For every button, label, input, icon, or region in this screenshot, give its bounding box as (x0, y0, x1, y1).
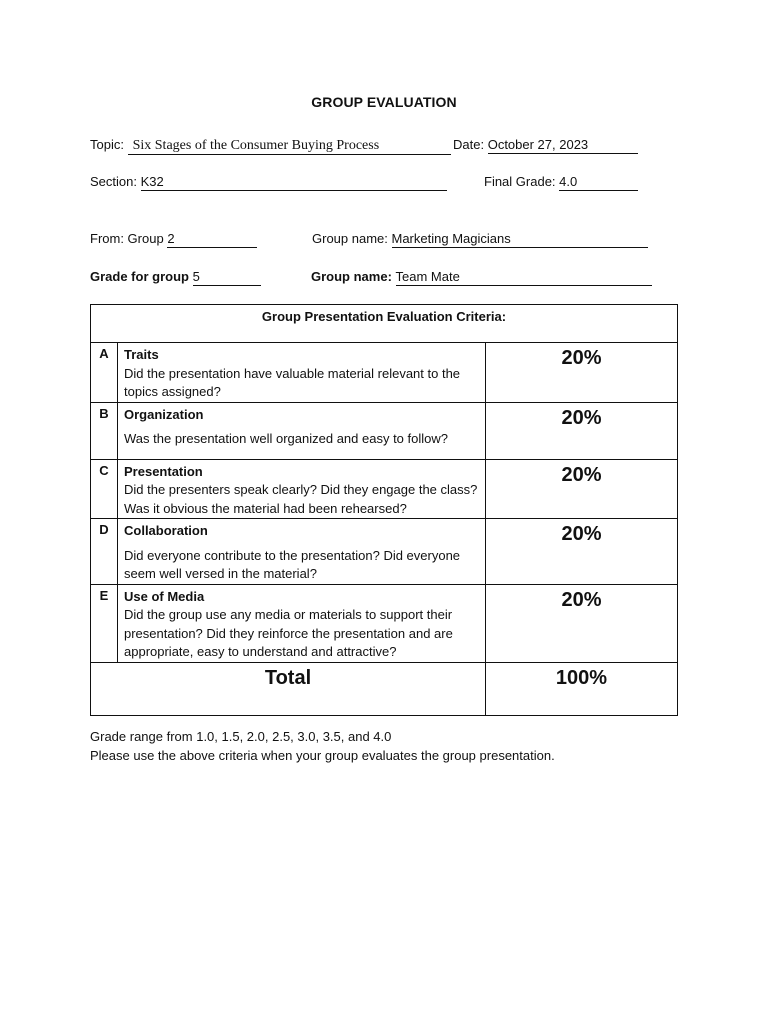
from-label: From: Group (90, 231, 164, 246)
criterion-description (118, 584, 486, 662)
final-grade-label: Final Grade: (484, 174, 556, 189)
from-group-field[interactable]: 2 (167, 231, 257, 248)
final-grade-row (484, 174, 638, 191)
criterion-name: Organization (124, 406, 204, 422)
criterion-text: Did the presenters speak clearly? Did they engage the class? Was it obvious the material had been rehearsed? (124, 482, 478, 516)
criterion-description (118, 519, 486, 585)
grade-for-group-label: Grade for group (90, 269, 189, 284)
criterion-name: Collaboration (124, 523, 208, 538)
criteria-table (90, 304, 678, 716)
group-name-1-field[interactable]: Marketing Magicians (392, 231, 648, 248)
grade-for-group-row (90, 269, 261, 286)
date-label: Date: (453, 137, 485, 152)
group-name-2-row (311, 269, 652, 286)
topic-label: Topic: (90, 137, 124, 152)
instructions-note: Please use the above criteria when your group evaluates the group presentation. (90, 748, 555, 763)
topic-row (90, 137, 451, 155)
criterion-text: Did everyone contribute to the presentation? Did everyone seem well versed in the material? (124, 547, 461, 581)
group-name-1-label: Group name: (312, 231, 388, 246)
criterion-name: Presentation (124, 463, 203, 479)
section-label: Section: (90, 174, 137, 189)
notes (90, 727, 555, 765)
criterion-weight: 20% (486, 459, 678, 519)
table-row (91, 343, 678, 403)
section-field[interactable]: K32 (141, 174, 447, 191)
criterion-weight: 20% (486, 519, 678, 585)
topic-field[interactable]: Six Stages of the Consumer Buying Process (128, 138, 451, 155)
criterion-letter: A (91, 343, 118, 403)
criterion-description (118, 459, 486, 519)
table-header-row (91, 305, 678, 343)
criterion-description (118, 402, 486, 459)
grade-for-group-field[interactable]: 5 (193, 269, 261, 286)
total-weight: 100% (486, 662, 678, 715)
criterion-text: Did the group use any media or materials to support their presentation? Did they reinforce the presentation and are appropriate, easy to understand and attractive? (124, 607, 453, 659)
group-name-1-row (312, 231, 648, 248)
criterion-text: Was the presentation well organized and easy to follow? (124, 431, 448, 446)
criterion-text: Did the presentation have valuable material relevant to the topics assigned? (124, 365, 461, 399)
table-total-row (91, 662, 678, 715)
group-name-2-label: Group name: (311, 269, 392, 284)
final-grade-field[interactable]: 4.0 (559, 174, 638, 191)
criterion-weight: 20% (486, 343, 678, 403)
criterion-letter: B (91, 402, 118, 459)
date-row (453, 137, 638, 154)
table-row (91, 519, 678, 585)
criterion-name: Traits (124, 347, 159, 362)
criterion-letter: D (91, 519, 118, 585)
table-row (91, 402, 678, 459)
criterion-letter: C (91, 459, 118, 519)
criterion-weight: 20% (486, 402, 678, 459)
page-title: GROUP EVALUATION (311, 94, 457, 110)
from-row (90, 231, 257, 248)
criterion-weight: 20% (486, 584, 678, 662)
criterion-description (118, 343, 486, 403)
criterion-letter: E (91, 584, 118, 662)
table-row (91, 459, 678, 519)
total-label: Total (91, 662, 486, 715)
date-field[interactable]: October 27, 2023 (488, 137, 638, 154)
group-name-2-field[interactable]: Team Mate (396, 269, 652, 286)
table-header: Group Presentation Evaluation Criteria: (91, 305, 678, 343)
criterion-name: Use of Media (124, 588, 205, 604)
table-row (91, 584, 678, 662)
grade-range-note: Grade range from 1.0, 1.5, 2.0, 2.5, 3.0, 3.5, and 4.0 (90, 729, 392, 744)
section-row (90, 174, 447, 191)
